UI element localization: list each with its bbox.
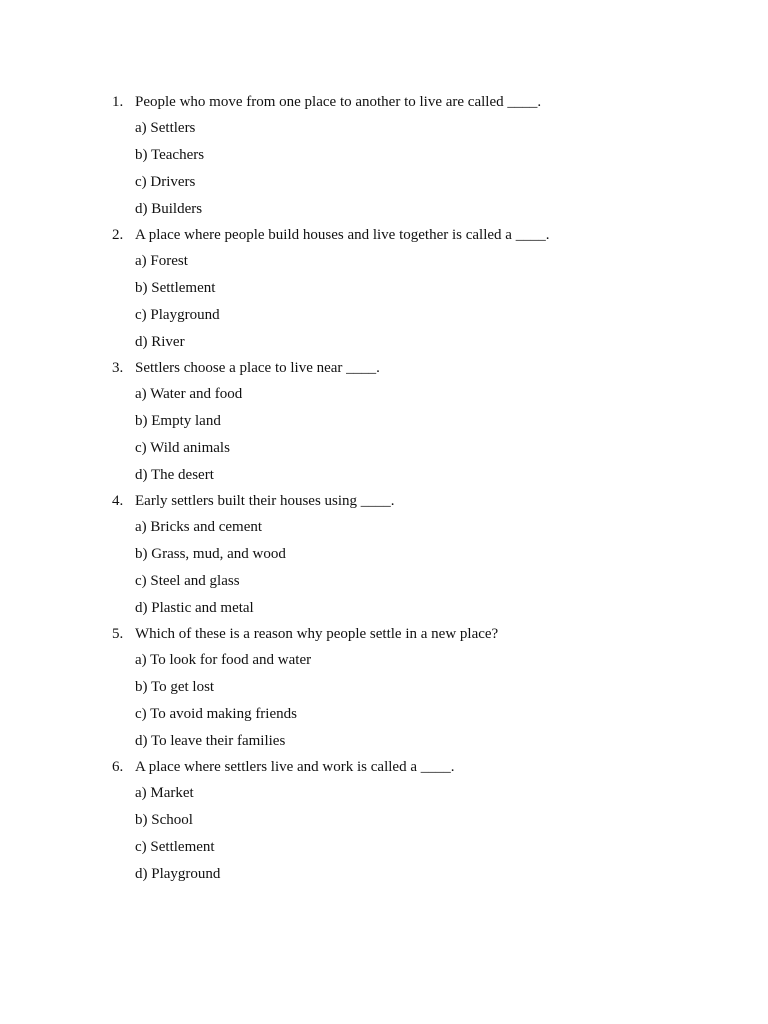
option-text: b) Teachers xyxy=(135,147,205,163)
option-text: a) Water and food xyxy=(135,386,243,402)
worksheet-page xyxy=(0,90,768,888)
question-line xyxy=(0,755,768,780)
option-text: c) Steel and glass xyxy=(135,573,240,589)
question-number: 2. xyxy=(112,227,124,243)
answer-option xyxy=(0,275,768,302)
question-text: People who move from one place to another to live are called ____. xyxy=(135,94,542,110)
answer-option xyxy=(0,595,768,622)
answer-option xyxy=(0,861,768,888)
question-text: Settlers choose a place to live near ____. xyxy=(135,360,380,376)
option-text: d) River xyxy=(135,334,185,350)
question-5 xyxy=(0,622,768,755)
answer-option xyxy=(0,196,768,223)
question-line xyxy=(0,356,768,381)
option-text: a) Market xyxy=(135,785,194,801)
question-text: Which of these is a reason why people settle in a new place? xyxy=(135,626,499,642)
option-text: b) To get lost xyxy=(135,679,215,695)
question-number: 1. xyxy=(112,94,124,110)
question-text: A place where settlers live and work is called a ____. xyxy=(135,759,455,775)
option-text: c) Drivers xyxy=(135,174,196,190)
question-line xyxy=(0,622,768,647)
question-4 xyxy=(0,489,768,622)
question-text: A place where people build houses and live together is called a ____. xyxy=(135,227,550,243)
question-6 xyxy=(0,755,768,888)
option-text: b) Settlement xyxy=(135,280,216,296)
option-text: a) To look for food and water xyxy=(135,652,312,668)
option-text: d) To leave their families xyxy=(135,733,286,749)
question-line xyxy=(0,489,768,514)
option-text: c) Settlement xyxy=(135,839,215,855)
answer-option xyxy=(0,807,768,834)
answer-option xyxy=(0,514,768,541)
question-line xyxy=(0,223,768,248)
answer-option xyxy=(0,780,768,807)
option-text: d) Builders xyxy=(135,201,203,217)
option-text: b) Grass, mud, and wood xyxy=(135,546,286,562)
answer-option xyxy=(0,408,768,435)
option-text: d) The desert xyxy=(135,467,214,483)
option-text: d) Playground xyxy=(135,866,221,882)
option-text: c) Playground xyxy=(135,307,220,323)
option-text: a) Forest xyxy=(135,253,188,269)
answer-option xyxy=(0,541,768,568)
option-text: d) Plastic and metal xyxy=(135,600,254,616)
question-number: 6. xyxy=(112,759,124,775)
answer-option xyxy=(0,462,768,489)
option-text: b) Empty land xyxy=(135,413,221,429)
option-text: a) Bricks and cement xyxy=(135,519,263,535)
answer-option xyxy=(0,728,768,755)
answer-option xyxy=(0,169,768,196)
answer-option xyxy=(0,248,768,275)
question-2 xyxy=(0,223,768,356)
question-1 xyxy=(0,90,768,223)
answer-option xyxy=(0,834,768,861)
question-number: 5. xyxy=(112,626,124,642)
option-text: a) Settlers xyxy=(135,120,196,136)
question-text: Early settlers built their houses using ____. xyxy=(135,493,395,509)
question-number: 4. xyxy=(112,493,124,509)
answer-option xyxy=(0,435,768,462)
answer-option xyxy=(0,329,768,356)
answer-option xyxy=(0,674,768,701)
answer-option xyxy=(0,115,768,142)
answer-option xyxy=(0,647,768,674)
answer-option xyxy=(0,142,768,169)
answer-option xyxy=(0,568,768,595)
option-text: c) Wild animals xyxy=(135,440,230,456)
question-3 xyxy=(0,356,768,489)
answer-option xyxy=(0,381,768,408)
option-text: c) To avoid making friends xyxy=(135,706,297,722)
question-number: 3. xyxy=(112,360,124,376)
option-text: b) School xyxy=(135,812,193,828)
answer-option xyxy=(0,701,768,728)
answer-option xyxy=(0,302,768,329)
question-line xyxy=(0,90,768,115)
